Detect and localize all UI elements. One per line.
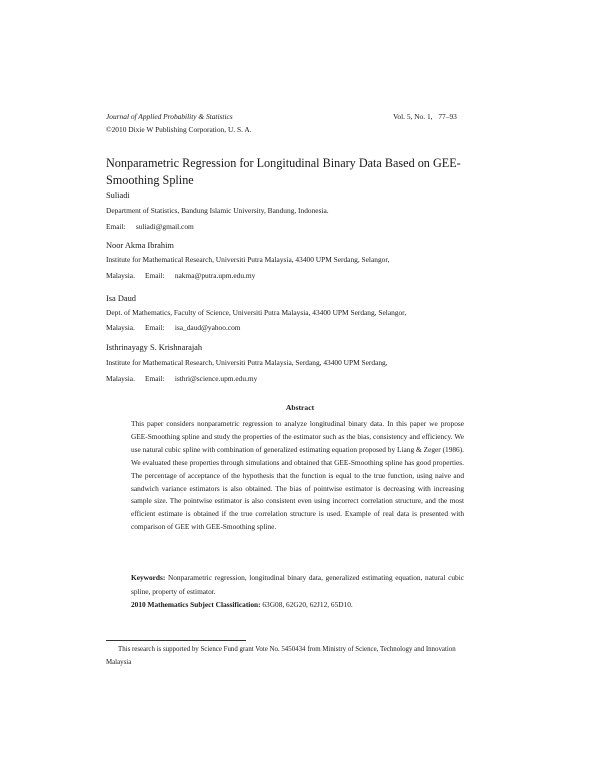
- author-affiliation: [106, 305, 471, 321]
- abstract-heading: Abstract: [285, 403, 315, 412]
- author-email: nakma@putra.upm.edu.my: [174, 271, 256, 280]
- copyright-notice: ©2010 Dixie W Publishing Corporation, U. S. A.: [106, 125, 252, 134]
- author-email: suliadi@gmail.com: [135, 222, 194, 231]
- page-range: 77–93: [438, 112, 457, 121]
- author-email-line: [106, 374, 257, 383]
- abstract-body: This paper considers nonparametric regression to analyze longitudinal binary data. In this paper we propose GEE-Smoothing spline and study the properties of the estimator such as the bias, consistency and efficiency. We use natural cubic spline with combination of generalized estimating equation proposed by Liang & Zeger (1986). We evaluated these properties through simulations and obtained that GEE-Smoothing spline has good properties. The percentage of acceptance of the hypothesis that the function is equal to the true function, using naive and sandwich variance estimators is also obtained. The bias of pointwise estimator is decreasing with increasing sample size. The pointwise estimator is also consistent even using incorrect correlation structure, and the most efficient estimate is obtained if the true correlation structure is used. Example of real data is presented with comparison of GEE with GEE-Smoothing spline.: [131, 419, 464, 532]
- author-name: Suliadi: [106, 191, 130, 200]
- author-affiliation: [106, 252, 471, 268]
- affiliation-text: Institute for Mathematical Research, Universiti Putra Malaysia, Serdang, 43400 UPM Serdang,: [106, 358, 388, 367]
- keywords-label: Keywords:: [131, 573, 166, 582]
- email-label: Email:: [144, 271, 165, 280]
- affiliation-text: Dept. of Mathematics, Faculty of Science, Universiti Putra Malaysia, 43400 UPM Serdang, Selangor,: [106, 308, 407, 317]
- affiliation-tail: Malaysia.: [106, 323, 135, 332]
- author-affiliation: [106, 203, 471, 219]
- author-email: isa_daud@yahoo.com: [174, 323, 241, 332]
- affiliation-tail: Malaysia.: [106, 271, 135, 280]
- author-email-line: [106, 323, 241, 332]
- affiliation-tail: Malaysia.: [106, 374, 135, 383]
- keywords: [131, 571, 464, 598]
- author-name: Noor Akma Ibrahim: [106, 241, 174, 250]
- msc-codes: 63G08, 62G20, 62J12, 65D10.: [262, 600, 353, 609]
- author-email-line: [106, 271, 255, 280]
- affiliation-text: Department of Statistics, Bandung Islamic University, Bandung, Indonesia.: [106, 206, 329, 215]
- volume-number: Vol. 5, No. 1,: [393, 112, 433, 121]
- footnote-rule: [106, 640, 246, 641]
- email-label: Email:: [144, 374, 165, 383]
- affiliation-text: Institute for Mathematical Research, Universiti Putra Malaysia, 43400 UPM Serdang, Selangor,: [106, 255, 390, 264]
- author-affiliation: [106, 355, 471, 371]
- journal-name: Journal of Applied Probability & Statistics: [106, 112, 233, 121]
- email-label: Email:: [106, 222, 126, 231]
- email-label: Email:: [144, 323, 165, 332]
- author-email-line: [106, 222, 194, 231]
- msc-label: 2010 Mathematics Subject Classification:: [131, 600, 261, 609]
- funding-footnote: This research is supported by Science Fund grant Vote No. 5450434 from Ministry of Science, Technology and Innovation Malaysia: [106, 646, 456, 666]
- keywords-text: Nonparametric regression, longitudinal binary data, generalized estimating equation, natural cubic spline, property of estimator.: [131, 573, 464, 596]
- msc-classification: [131, 600, 353, 609]
- volume-info: [393, 112, 457, 121]
- paper-title: Nonparametric Regression for Longitudinal Binary Data Based on GEE-Smoothing Spline: [106, 156, 461, 187]
- author-email: isthri@science.upm.edu.my: [174, 374, 258, 383]
- author-name: Isa Daud: [106, 294, 136, 303]
- author-name: Isthrinayagy S. Krishnarajah: [106, 343, 203, 352]
